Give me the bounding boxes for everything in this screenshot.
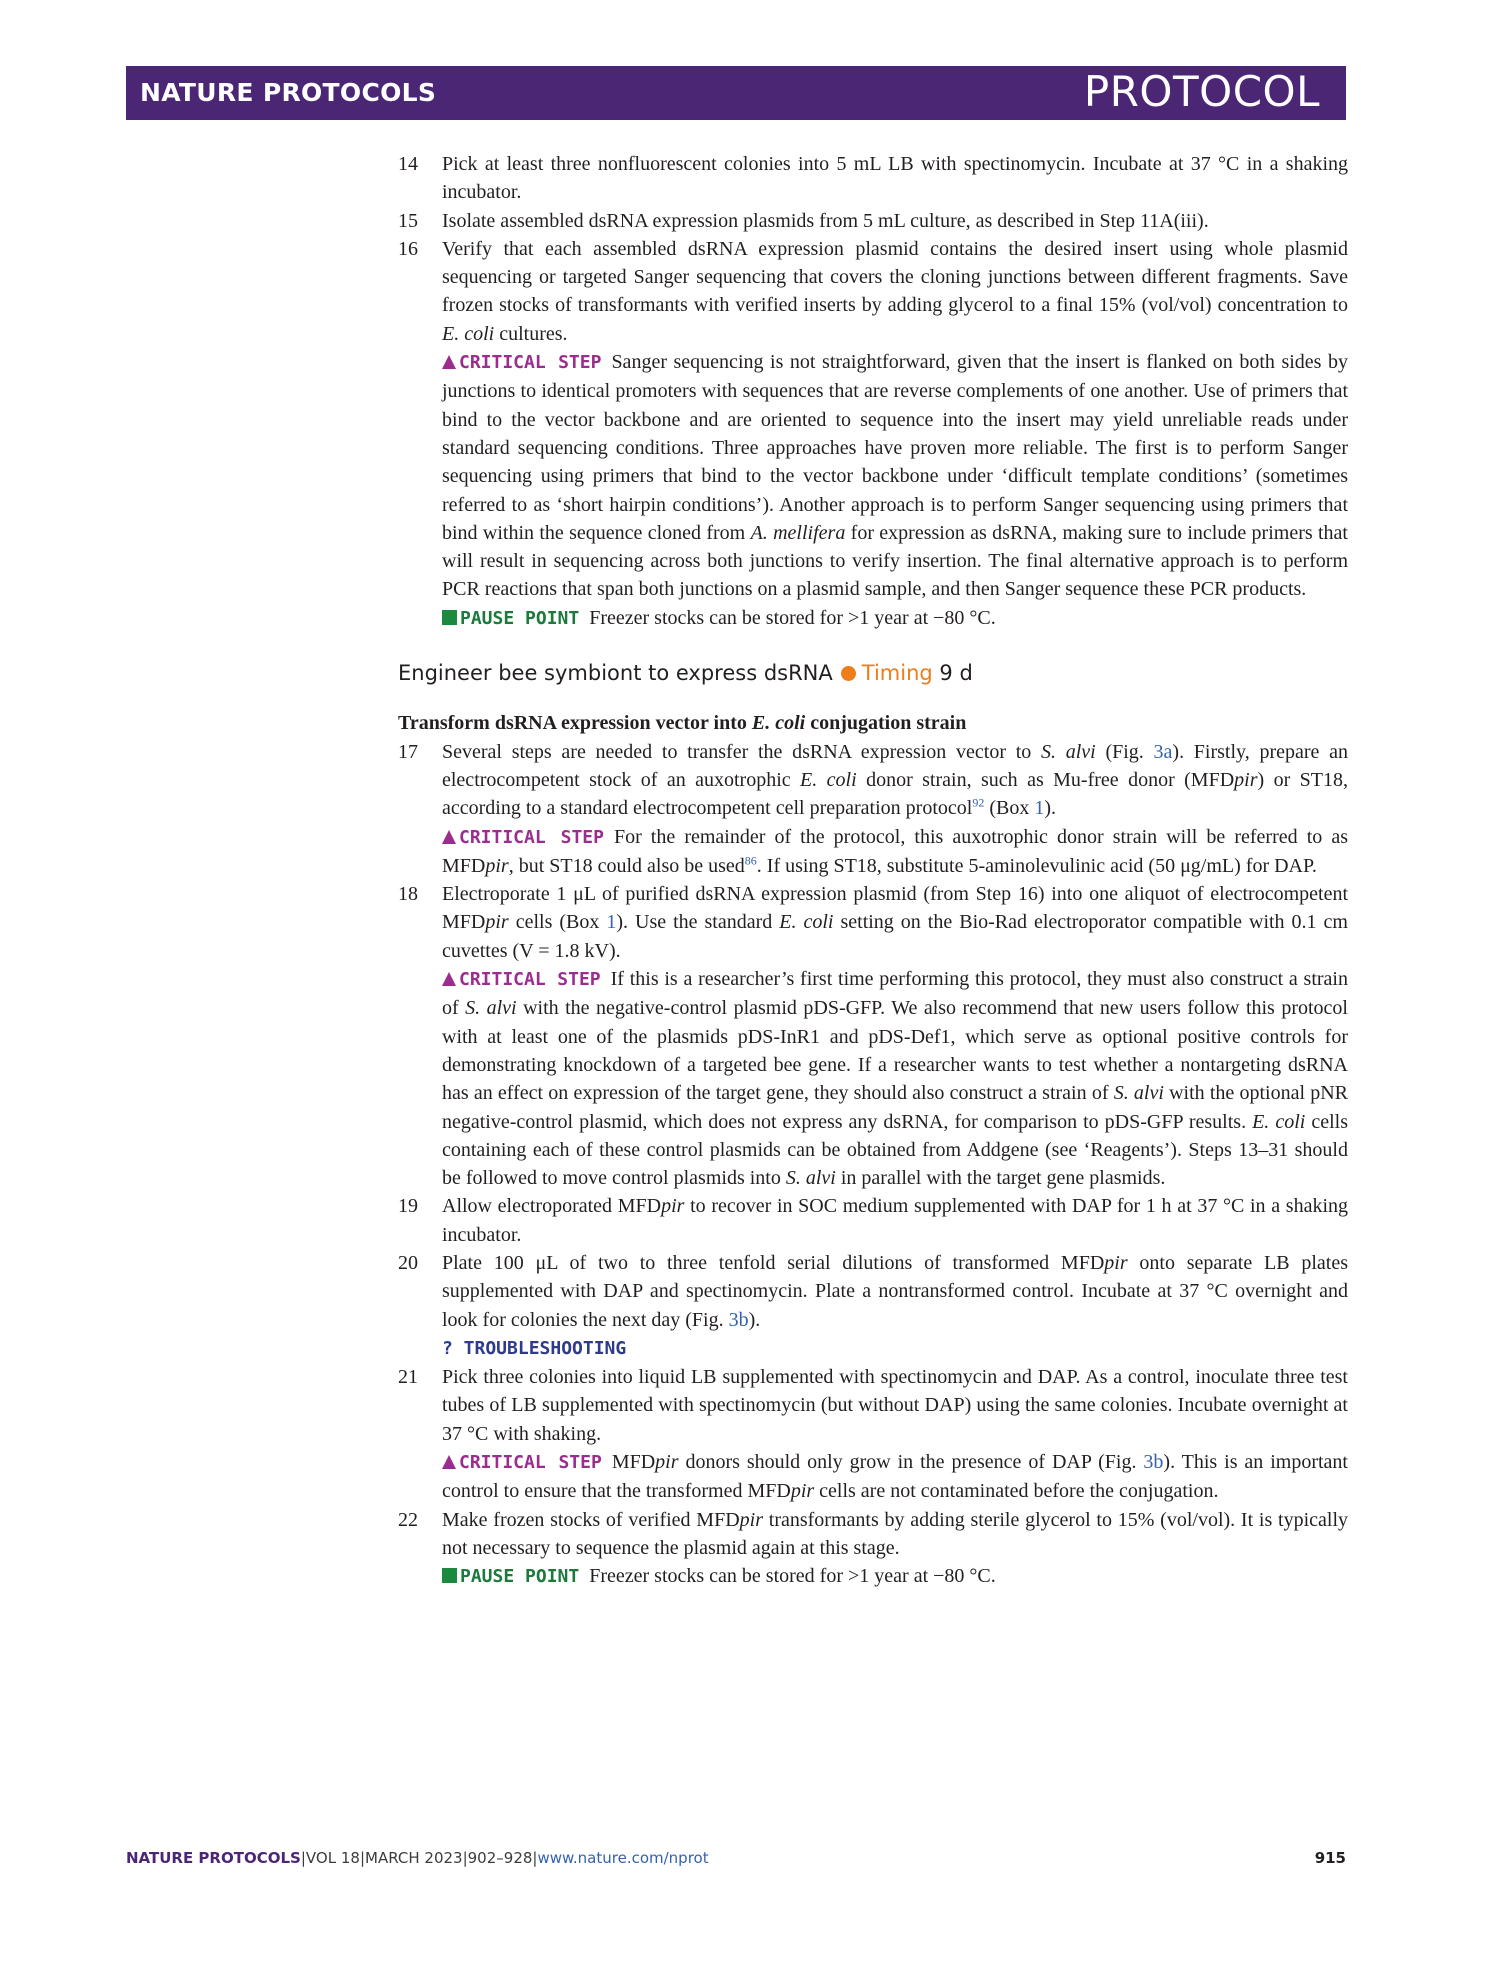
footer-date: MARCH 2023 [365, 1849, 463, 1867]
reference-link[interactable]: 92 [972, 795, 985, 810]
critical-step-label: CRITICAL STEP [442, 827, 604, 848]
step-17 [398, 738, 1348, 880]
critical-step-label: CRITICAL STEP [442, 352, 601, 373]
main-content [398, 150, 1348, 1592]
triangle-icon [442, 972, 456, 986]
step-15 [398, 207, 1348, 235]
footer-journal: NATURE PROTOCOLS [126, 1849, 301, 1867]
step-text: Plate 100 μL of two to three tenfold serial dilutions of transformed MFDpir onto separate LB plates supplemented with DAP and spectinomycin. Plate a nontransformed control. Incubate at 37 °C overnight and look for colonies the next day (Fig. 3b). [442, 1251, 1348, 1331]
page-header [126, 66, 1346, 120]
step-text: Several steps are needed to transfer the dsRNA expression vector to S. alvi (Fig. 3a). Firstly, prepare an electrocompetent stock of an auxotrophic E. coli donor strain, such as Mu-free donor (MFDpir) or ST18, according to a standard electrocompetent cell preparation protocol$^{92}$ (Box 1). [442, 740, 1348, 820]
step-text: Electroporate 1 μL of purified dsRNA expression plasmid (from Step 16) into one aliquot of electrocompetent MFDpir cells (Box 1). Use the standard E. coli setting on the Bio-Rad electroporator compatible with 0.1 cm cuvettes (V = 1.8 kV). [442, 883, 1348, 962]
troubleshooting-label[interactable]: ? TROUBLESHOOTING [442, 1337, 627, 1359]
step-19 [398, 1192, 1348, 1249]
box-link[interactable]: 1 [606, 911, 617, 934]
critical-step-note: CRITICAL STEP MFDpir donors should only grow in the presence of DAP (Fig. 3b). This is an important control to ensure that the transformed MFDpir cells are not contaminated before the conjugation. [442, 1451, 1348, 1503]
critical-step-label: CRITICAL STEP [442, 969, 601, 990]
figure-link[interactable]: 3a [1153, 740, 1173, 763]
footer-url-link[interactable]: www.nature.com/nprot [537, 1849, 709, 1867]
footer-volume: VOL 18 [305, 1849, 360, 1867]
step-21 [398, 1363, 1348, 1505]
step-number: 18 [398, 883, 418, 906]
step-text: Make frozen stocks of verified MFDpir transformants by adding sterile glycerol to 15% (vol/vol). It is typically not necessary to sequence the plasmid again at this stage. [442, 1508, 1348, 1559]
triangle-icon [442, 1455, 456, 1469]
reference-link[interactable]: 86 [744, 853, 757, 868]
page-footer: NATURE PROTOCOLS|VOL 18|MARCH 2023|902–928|www.nature.com/nprot 915 [126, 1849, 1346, 1867]
footer-pages: 902–928 [467, 1849, 533, 1867]
page-number: 915 [1314, 1849, 1346, 1867]
triangle-icon [442, 830, 456, 844]
step-18 [398, 880, 1348, 1192]
step-number: 14 [398, 153, 418, 175]
step-text: Allow electroporated MFDpir to recover in SOC medium supplemented with DAP for 1 h at 37 °C in a shaking incubator. [442, 1195, 1348, 1246]
triangle-icon [442, 355, 456, 369]
step-number: 15 [398, 209, 418, 232]
journal-name: NATURE PROTOCOLS [140, 78, 437, 107]
timing-dot-icon [841, 666, 856, 681]
step-number: 16 [398, 237, 418, 260]
step-number: 21 [398, 1366, 418, 1389]
step-22 [398, 1506, 1348, 1592]
step-20 [398, 1249, 1348, 1363]
step-number: 22 [398, 1508, 418, 1531]
square-icon [442, 610, 457, 625]
section-title: Engineer bee symbiont to express dsRNA [398, 661, 833, 686]
section-heading [398, 659, 1348, 687]
figure-link[interactable]: 3b [1143, 1451, 1164, 1474]
subsection-heading: Transform dsRNA expression vector into E. coli conjugation strain [398, 712, 967, 735]
step-text: Isolate assembled dsRNA expression plasmids from 5 mL culture, as described in Step 11A(iii). [442, 209, 1209, 232]
critical-step-note: CRITICAL STEP If this is a researcher’s first time performing this protocol, they must also construct a strain of S. alvi with the negative-control plasmid pDS-GFP. We also recommend that new users follow this protocol with at least one of the plasmids pDS-InR1 and pDS-Def1, which serve as optional positive controls for demonstrating knockdown of a targeted bee gene. If a researcher wants to test whether a nontargeting dsRNA has an effect on expression of the target gene, they should also construct a strain of S. alvi with the optional pNR negative-control plasmid, which does not express any dsRNA, for comparison to pDS-GFP results. E. coli cells containing each of these control plasmids can be obtained from Addgene (see ‘Reagents’). Steps 13–31 should be followed to move control plasmids into S. alvi in parallel with the target gene plasmids. [442, 968, 1349, 1190]
step-text: Pick at least three nonfluorescent colonies into 5 mL LB with spectinomycin. Incubate at 37 °C in a shaking incubator. [442, 153, 1348, 204]
step-text: Verify that each assembled dsRNA expression plasmid contains the desired insert using whole plasmid sequencing or targeted Sanger sequencing that covers the cloning junctions between different fragments. Save frozen stocks of transformants with verified inserts by adding glycerol to a final 15% (vol/vol) concentration to E. coli cultures. [442, 237, 1348, 345]
critical-step-label: CRITICAL STEP [442, 1452, 602, 1473]
step-number: 19 [398, 1195, 418, 1218]
critical-step-note: CRITICAL STEP Sanger sequencing is not straightforward, given that the insert is flanked on both sides by junctions to identical promoters with sequences that are reverse complements of one another. Use of primers that bind to the vector backbone and are oriented to sequence into the insert may yield unreliable reads under standard sequencing conditions. Three approaches have proven more reliable. The first is to perform Sanger sequencing using primers that bind to the vector backbone under ‘difficult template conditions’ (sometimes referred to as ‘short hairpin conditions’). Another approach is to perform Sanger sequencing using primers that bind within the sequence cloned from A. mellifera for expression as dsRNA, making sure to include primers that will result in sequencing across both junctions to verify insertion. The final alternative approach is to perform PCR reactions that span both junctions on a plasmid sample, and then Sanger sequence these PCR products. [442, 351, 1348, 601]
pause-point-label: PAUSE POINT [442, 608, 579, 629]
pause-point-note: PAUSE POINT Freezer stocks can be stored for >1 year at −80 °C. [442, 1562, 1348, 1591]
square-icon [442, 1568, 457, 1583]
box-link[interactable]: 1 [1034, 797, 1045, 820]
step-number: 20 [398, 1251, 418, 1274]
article-type: PROTOCOL [1083, 67, 1320, 116]
critical-step-note: CRITICAL STEP For the remainder of the protocol, this auxotrophic donor strain will be referred to as MFDpir, but ST18 could also be used$^{86}$. If using ST18, substitute 5-aminolevulinic acid (50 μg/mL) for DAP. [442, 825, 1348, 877]
figure-link[interactable]: 3b [728, 1308, 749, 1331]
timing-value: 9 d [939, 661, 973, 686]
timing-label: Timing [861, 661, 933, 686]
step-14 [398, 150, 1348, 207]
troubleshooting-note [442, 1334, 1348, 1363]
step-text: Pick three colonies into liquid LB supplemented with spectinomycin and DAP. As a control, inoculate three test tubes of LB supplemented with spectinomycin (but without DAP) using the same colonies. Incubate overnight at 37 °C with shaking. [442, 1366, 1348, 1445]
step-number: 17 [398, 740, 418, 763]
pause-point-note: PAUSE POINT Freezer stocks can be stored for >1 year at −80 °C. [442, 604, 1348, 633]
step-16 [398, 235, 1348, 633]
pause-point-label: PAUSE POINT [442, 1566, 579, 1587]
